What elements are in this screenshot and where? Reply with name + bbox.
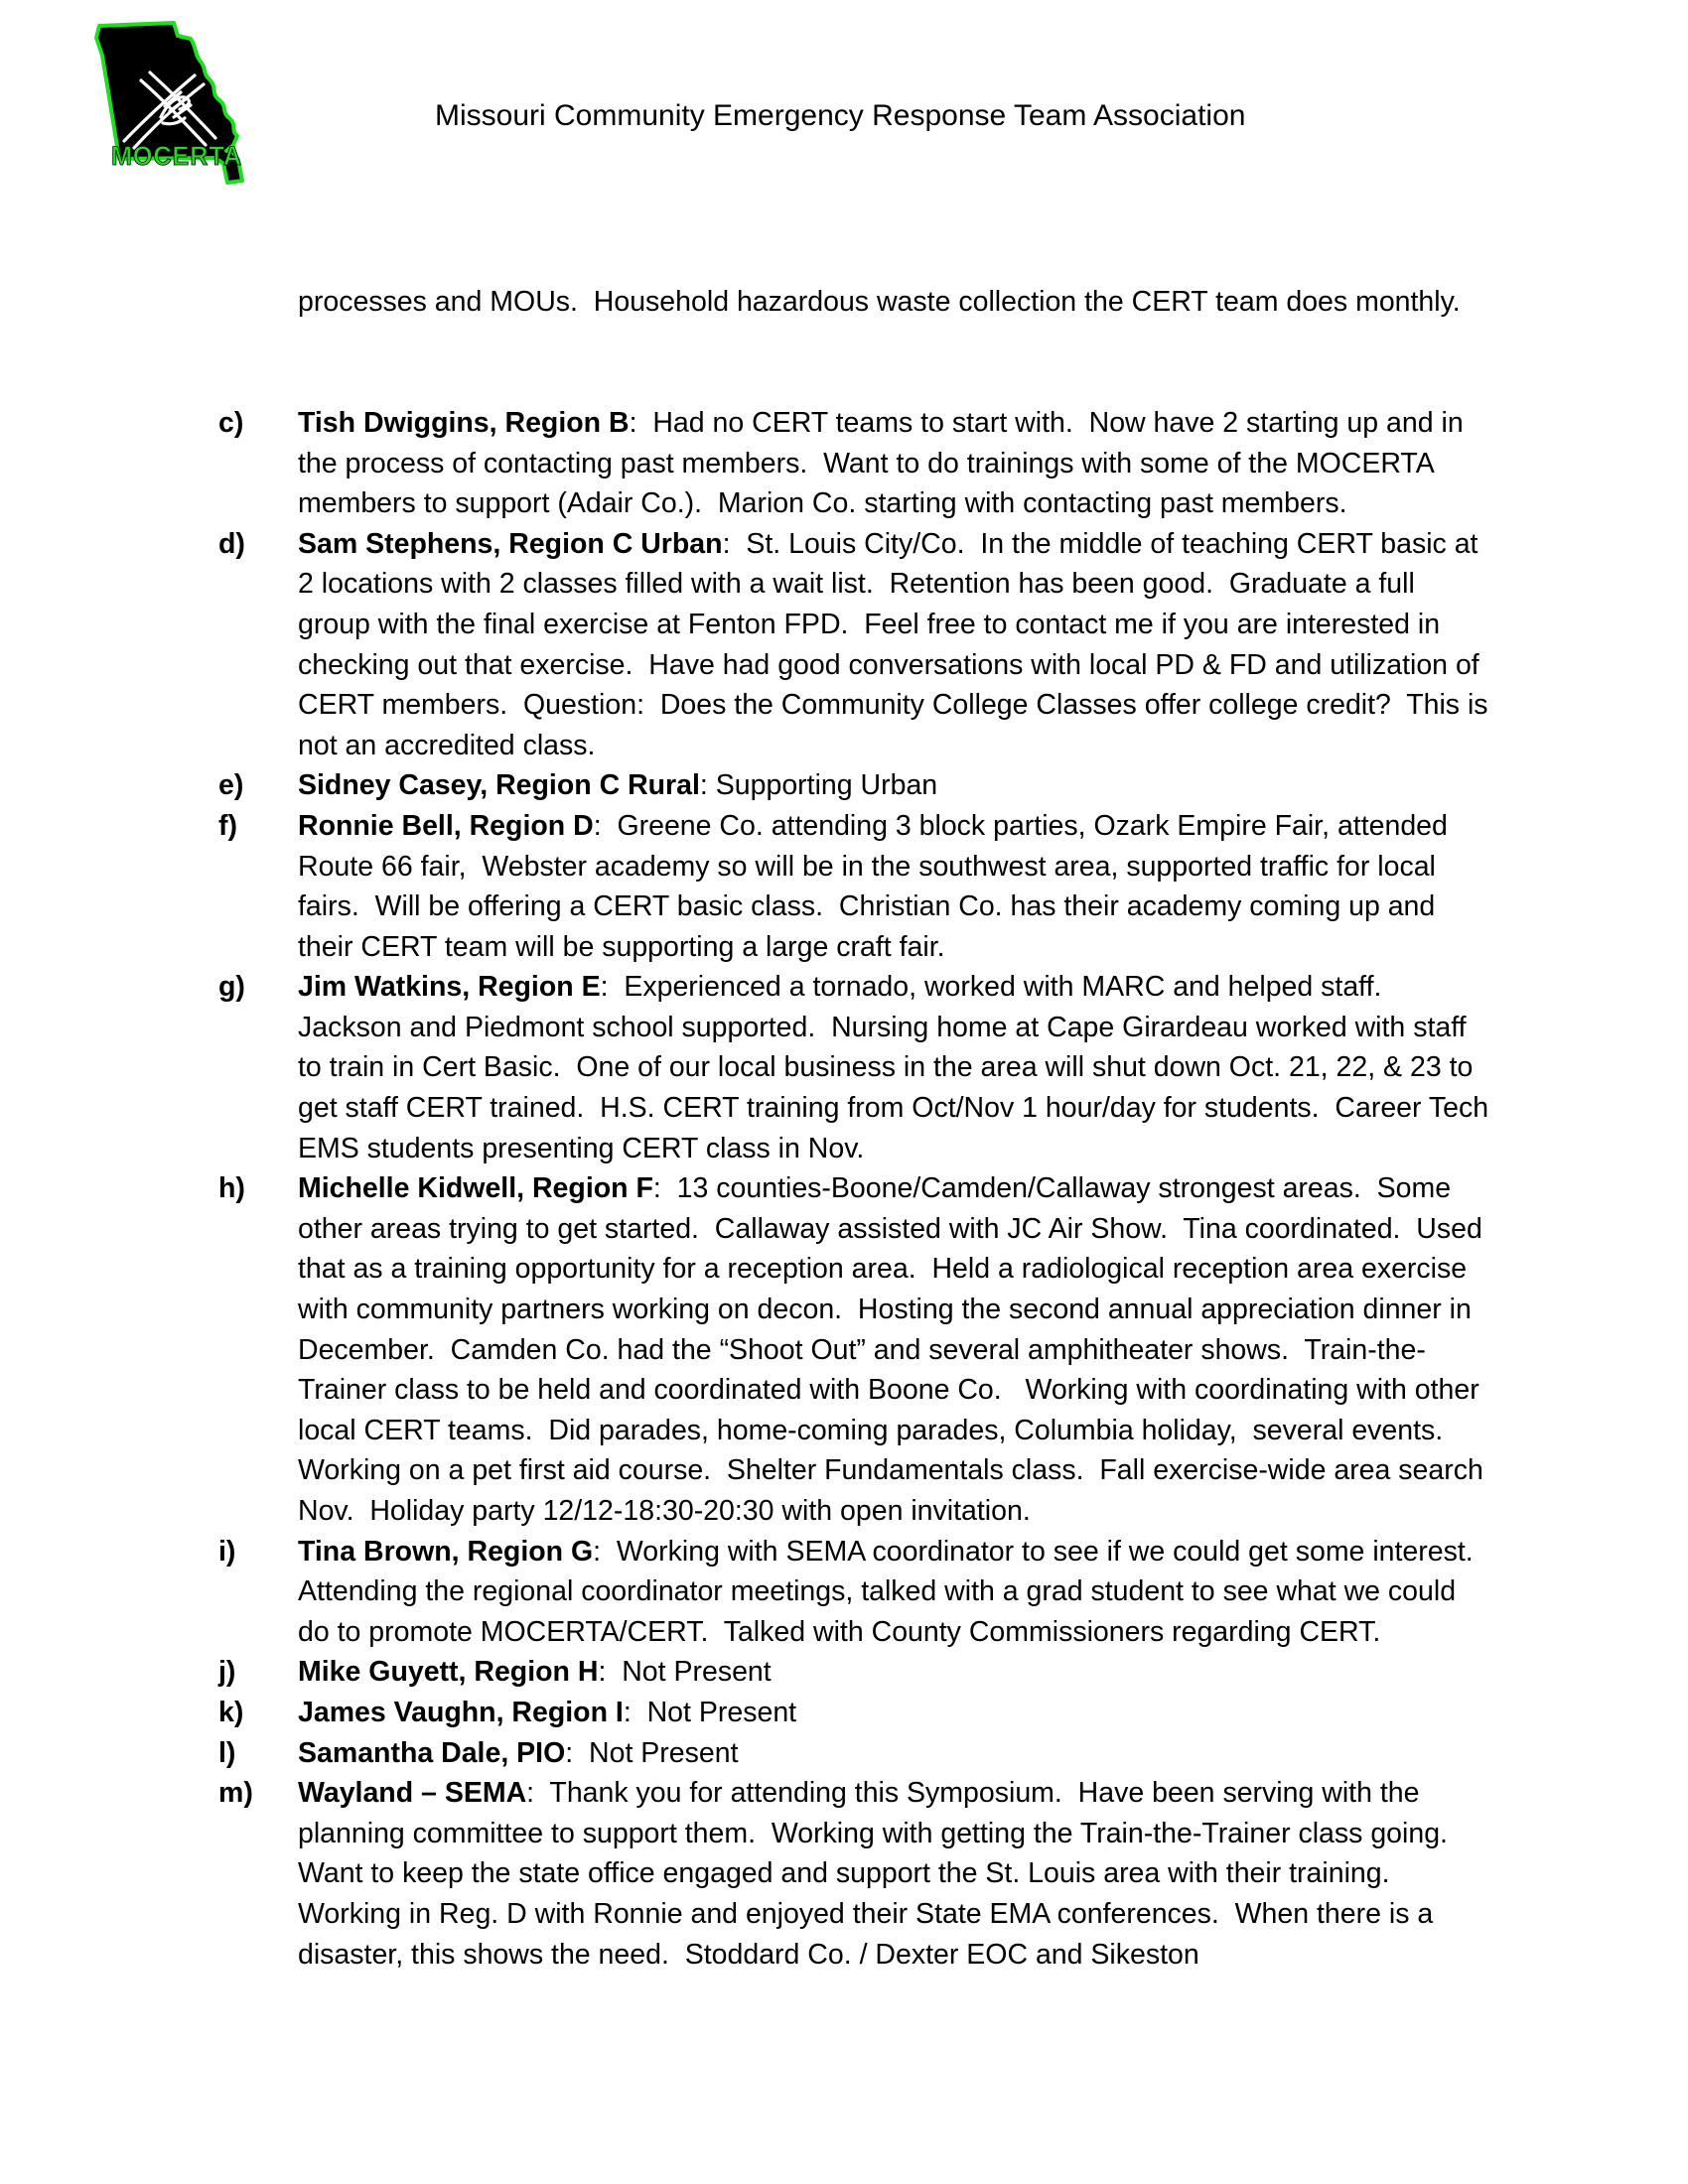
report-text: : Not Present	[598, 1656, 772, 1689]
list-item-marker: g)	[218, 971, 245, 1004]
report-text: : St. Louis City/Co. In the middle of teaching CERT basic at 2 locations with 2 classes filled with a wait list. Retention has been good. Graduate a full group with the final exercise at Fenton FPD. Feel free to contact me if you are interested in checking out that exercise. Have had good conversations with local PD & FD and utilization of CERT members. Question: Does the Community College Classes offer college credit? This is not an accredited class.	[298, 527, 1496, 761]
list-item	[218, 1693, 1491, 1733]
speaker-name: Sidney Casey, Region C Rural	[298, 769, 700, 802]
report-text: : Supporting Urban	[699, 769, 938, 802]
report-text: : Greene Co. attending 3 block parties, Ozark Empire Fair, attended Route 66 fair, Webster academy so will be in the southwest area, supported traffic for local fairs. Will be offering a CERT basic class. Christian Co. has their academy coming up and their CERT team will be supporting a large craft fair.	[298, 809, 1456, 963]
report-text: : Not Present	[623, 1696, 797, 1728]
list-item	[218, 765, 1491, 806]
report-text: : Experienced a tornado, worked with MARC and helped staff. Jackson and Piedmont school supported. Nursing home at Cape Girardeau worked with staff to train in Cert Basic. One of our local business in the area will shut down Oct. 21, 22, & 23 to get staff CERT trained. H.S. CERT training from Oct/Nov 1 hour/day for students. Career Tech EMS students presenting CERT class in Nov.	[298, 971, 1497, 1164]
list-item-marker: f)	[218, 809, 237, 842]
list-item	[218, 1773, 1491, 1975]
missouri-state-icon	[96, 23, 242, 183]
list-item-marker: h)	[218, 1172, 245, 1205]
list-item-marker: k)	[218, 1696, 244, 1728]
speaker-name: Ronnie Bell, Region D	[298, 809, 594, 842]
list-item-marker: l)	[218, 1736, 236, 1769]
report-text: : Had no CERT teams to start with. Now have 2 starting up and in the process of contacting past members. Want to do trainings with some of the MOCERTA members to support (Adair Co.). Marion Co. starting with contacting past members.	[298, 406, 1472, 520]
list-item-marker: i)	[218, 1535, 236, 1568]
speaker-name: Michelle Kidwell, Region F	[298, 1172, 653, 1205]
minutes-list	[218, 403, 1497, 1975]
list-item-marker: d)	[218, 527, 245, 560]
continuation-paragraph: processes and MOUs. Household hazardous waste collection the CERT team does monthly.	[298, 286, 1461, 319]
report-text: : Not Present	[565, 1736, 739, 1769]
list-item	[218, 967, 1497, 1168]
speaker-name: Samantha Dale, PIO	[298, 1736, 566, 1769]
report-text: : Thank you for attending this Symposium. Have been serving with the planning committee to support them. Working with getting the Train-the-Trainer class going. Want to keep the state office engaged and support the St. Louis area with their training. Working in Reg. D with Ronnie and enjoyed their State EMA conferences. When there is a disaster, this shows the need. Stoddard Co. / Dexter EOC and Sikeston	[298, 1777, 1464, 1971]
list-item-marker: c)	[218, 406, 244, 439]
list-item-marker: m)	[218, 1777, 253, 1810]
list-item	[218, 1532, 1491, 1653]
list-item-marker: j)	[218, 1656, 236, 1689]
list-item	[218, 806, 1491, 967]
report-text: : Working with SEMA coordinator to see if we could get some interest. Attending the regional coordinator meetings, talked with a grad student to see what we could do to promote MOCERTA/CERT. Talked with County Commissioners regarding CERT.	[298, 1535, 1487, 1648]
speaker-name: Tina Brown, Region G	[298, 1535, 594, 1568]
mocerta-logo	[77, 14, 284, 193]
report-text: : 13 counties-Boone/Camden/Callaway strongest areas. Some other areas trying to get started. Callaway assisted with JC Air Show. Tina coordinated. Used that as a training opportunity for a reception area. Held a radiological reception area exercise with community partners working on decon. Hosting the second annual appreciation dinner in December. Camden Co. had the “Shoot Out” and several amphitheater shows. Train-the-Trainer class to be held and coordinated with Boone Co. Working with coordinating with other local CERT teams. Did parades, home-coming parades, Columbia holiday, several events. Working on a pet first aid course. Shelter Fundamentals class. Fall exercise-wide area search Nov. Holiday party 12/12-18:30-20:30 with open invitation.	[298, 1172, 1491, 1527]
list-item	[218, 403, 1491, 524]
list-item	[218, 1652, 1491, 1693]
document-title: Missouri Community Emergency Response Team Association	[435, 99, 1246, 132]
speaker-name: Sam Stephens, Region C Urban	[298, 527, 723, 560]
list-item	[218, 1168, 1491, 1531]
speaker-name: Jim Watkins, Region E	[298, 971, 601, 1004]
speaker-name: James Vaughn, Region I	[298, 1696, 624, 1728]
list-item	[218, 524, 1496, 766]
speaker-name: Mike Guyett, Region H	[298, 1656, 599, 1689]
list-item	[218, 1733, 1491, 1774]
list-item-marker: e)	[218, 769, 244, 802]
speaker-name: Tish Dwiggins, Region B	[298, 406, 630, 439]
minutes-body	[218, 202, 1497, 2055]
logo-wordmark: MOCERTA	[111, 141, 242, 171]
speaker-name: Wayland – SEMA	[298, 1777, 527, 1810]
